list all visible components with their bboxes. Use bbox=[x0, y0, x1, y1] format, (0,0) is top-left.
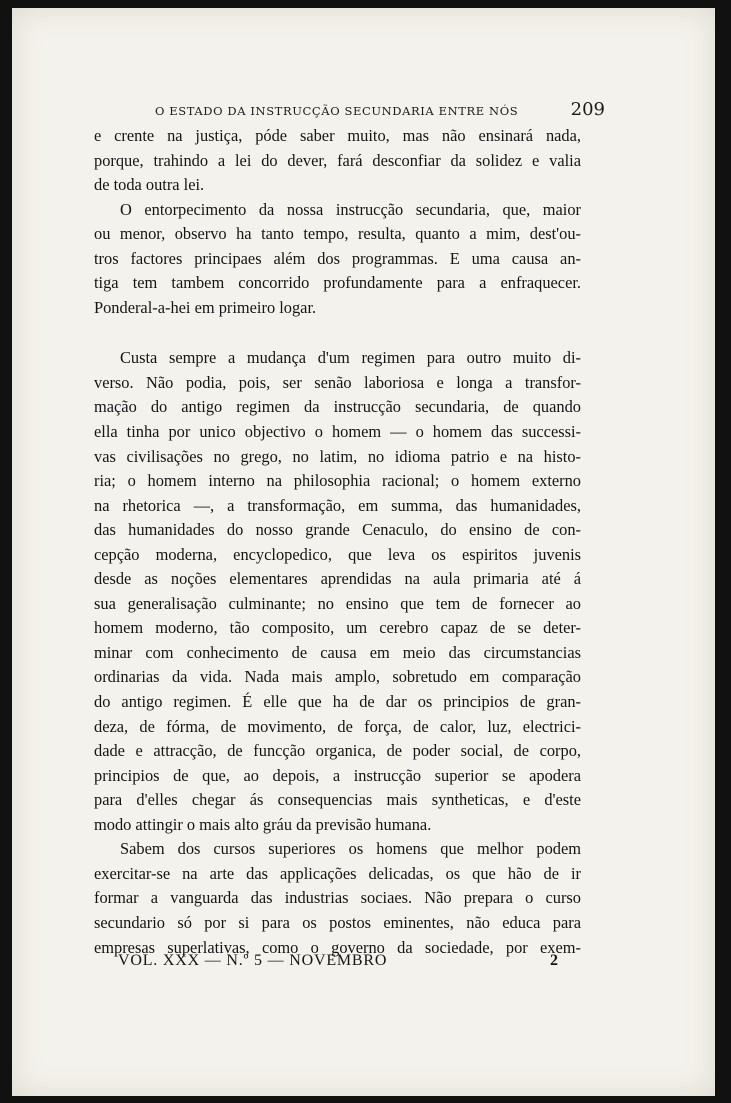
page-header bbox=[145, 101, 605, 123]
paragraph-3 bbox=[94, 346, 581, 837]
volume-signature: VOL. XXX — N.º 5 — NOVEMBRO bbox=[118, 952, 388, 969]
text-line: empresas superlativas, como o governo da sociedade, por exem- bbox=[94, 937, 581, 957]
text-line: porque, trahindo a lei do dever, fará desconfiar da solidez e valia bbox=[94, 150, 581, 170]
text-line: O entorpecimento da nossa instrucção secundaria, que, maior bbox=[120, 199, 581, 219]
text-line: sua generalisação culminante; no ensino que tem de fornecer ao bbox=[94, 593, 581, 613]
page-footer bbox=[118, 952, 558, 976]
paragraph-1 bbox=[94, 124, 581, 198]
running-title: O ESTADO DA INSTRUCÇÃO SECUNDARIA ENTRE NÓS bbox=[155, 104, 519, 118]
text-line: das humanidades do nosso grande Cenaculo, do ensino de con- bbox=[94, 520, 581, 540]
paragraph-4 bbox=[94, 837, 581, 960]
text-line: ordinarias da vida. Nada mais amplo, sobretudo em comparação bbox=[94, 667, 581, 687]
text-line: tros factores principaes além dos programmas. E uma causa an- bbox=[94, 248, 581, 268]
text-line: vas civilisações no grego, no latim, no idioma patrio e na histo- bbox=[94, 446, 581, 466]
text-line: exercitar-se na arte das applicações delicadas, os que hão de ir bbox=[94, 863, 581, 883]
text-line: e crente na justiça, póde saber muito, mas não ensinará nada, bbox=[94, 126, 581, 145]
text-line: Custa sempre a mudança d'um regimen para outro muito di- bbox=[120, 348, 581, 368]
paragraph-gap bbox=[94, 320, 581, 346]
text-line: minar com conhecimento de causa em meio das circumstancias bbox=[94, 642, 581, 662]
text-line: dade e attracção, de funcção organica, de poder social, de corpo, bbox=[94, 741, 581, 761]
text-line: verso. Não podia, pois, ser senão laboriosa e longa a transfor- bbox=[94, 372, 581, 392]
text-line: de toda outra lei. bbox=[94, 175, 205, 195]
text-line: na rhetorica —, a transformação, em summa, das humanidades, bbox=[94, 495, 581, 515]
text-line: tiga tem tambem concorrido profundamente para a enfraquecer. bbox=[94, 273, 581, 293]
text-line: modo attingir o mais alto gráu da previsão humana. bbox=[94, 814, 432, 834]
text-line: mação do antigo regimen da instrucção secundaria, de quando bbox=[94, 397, 581, 417]
text-line: cepção moderna, encyclopedico, que leva os espiritos juvenis bbox=[94, 544, 581, 564]
text-line: secundario só por si para os postos eminentes, não educa para bbox=[94, 912, 581, 932]
text-line: ou menor, observo ha tanto tempo, resulta, quanto a mim, dest'ou- bbox=[94, 224, 581, 244]
body-text bbox=[94, 124, 581, 960]
text-line: principios de que, ao depois, a instrucção superior se apodera bbox=[94, 765, 581, 785]
text-line: do antigo regimen. É elle que ha de dar os principios de gran- bbox=[94, 692, 581, 712]
page-number: 209 bbox=[570, 99, 605, 120]
text-line: homem moderno, tão composito, um cerebro capaz de se deter- bbox=[94, 618, 581, 638]
text-line: formar a vanguarda das industrias sociaes. Não prepara o curso bbox=[94, 888, 581, 908]
paragraph-2 bbox=[94, 198, 581, 321]
text-line: para d'elles chegar ás consequencias mais syntheticas, e d'este bbox=[94, 790, 581, 810]
text-line: ella tinha por unico objectivo o homem — o homem das successi- bbox=[94, 422, 581, 442]
sheet-mark: 2 bbox=[550, 952, 558, 969]
text-line: Sabem dos cursos superiores os homens que melhor podem bbox=[120, 839, 581, 859]
text-line: deza, de fórma, de movimento, de força, de calor, luz, electrici- bbox=[94, 716, 581, 736]
text-line: Ponderal-a-hei em primeiro logar. bbox=[94, 297, 317, 317]
text-line: desde as noções elementares aprendidas na aula primaria até á bbox=[94, 569, 581, 589]
text-line: ria; o homem interno na philosophia racional; o homem externo bbox=[94, 471, 581, 491]
